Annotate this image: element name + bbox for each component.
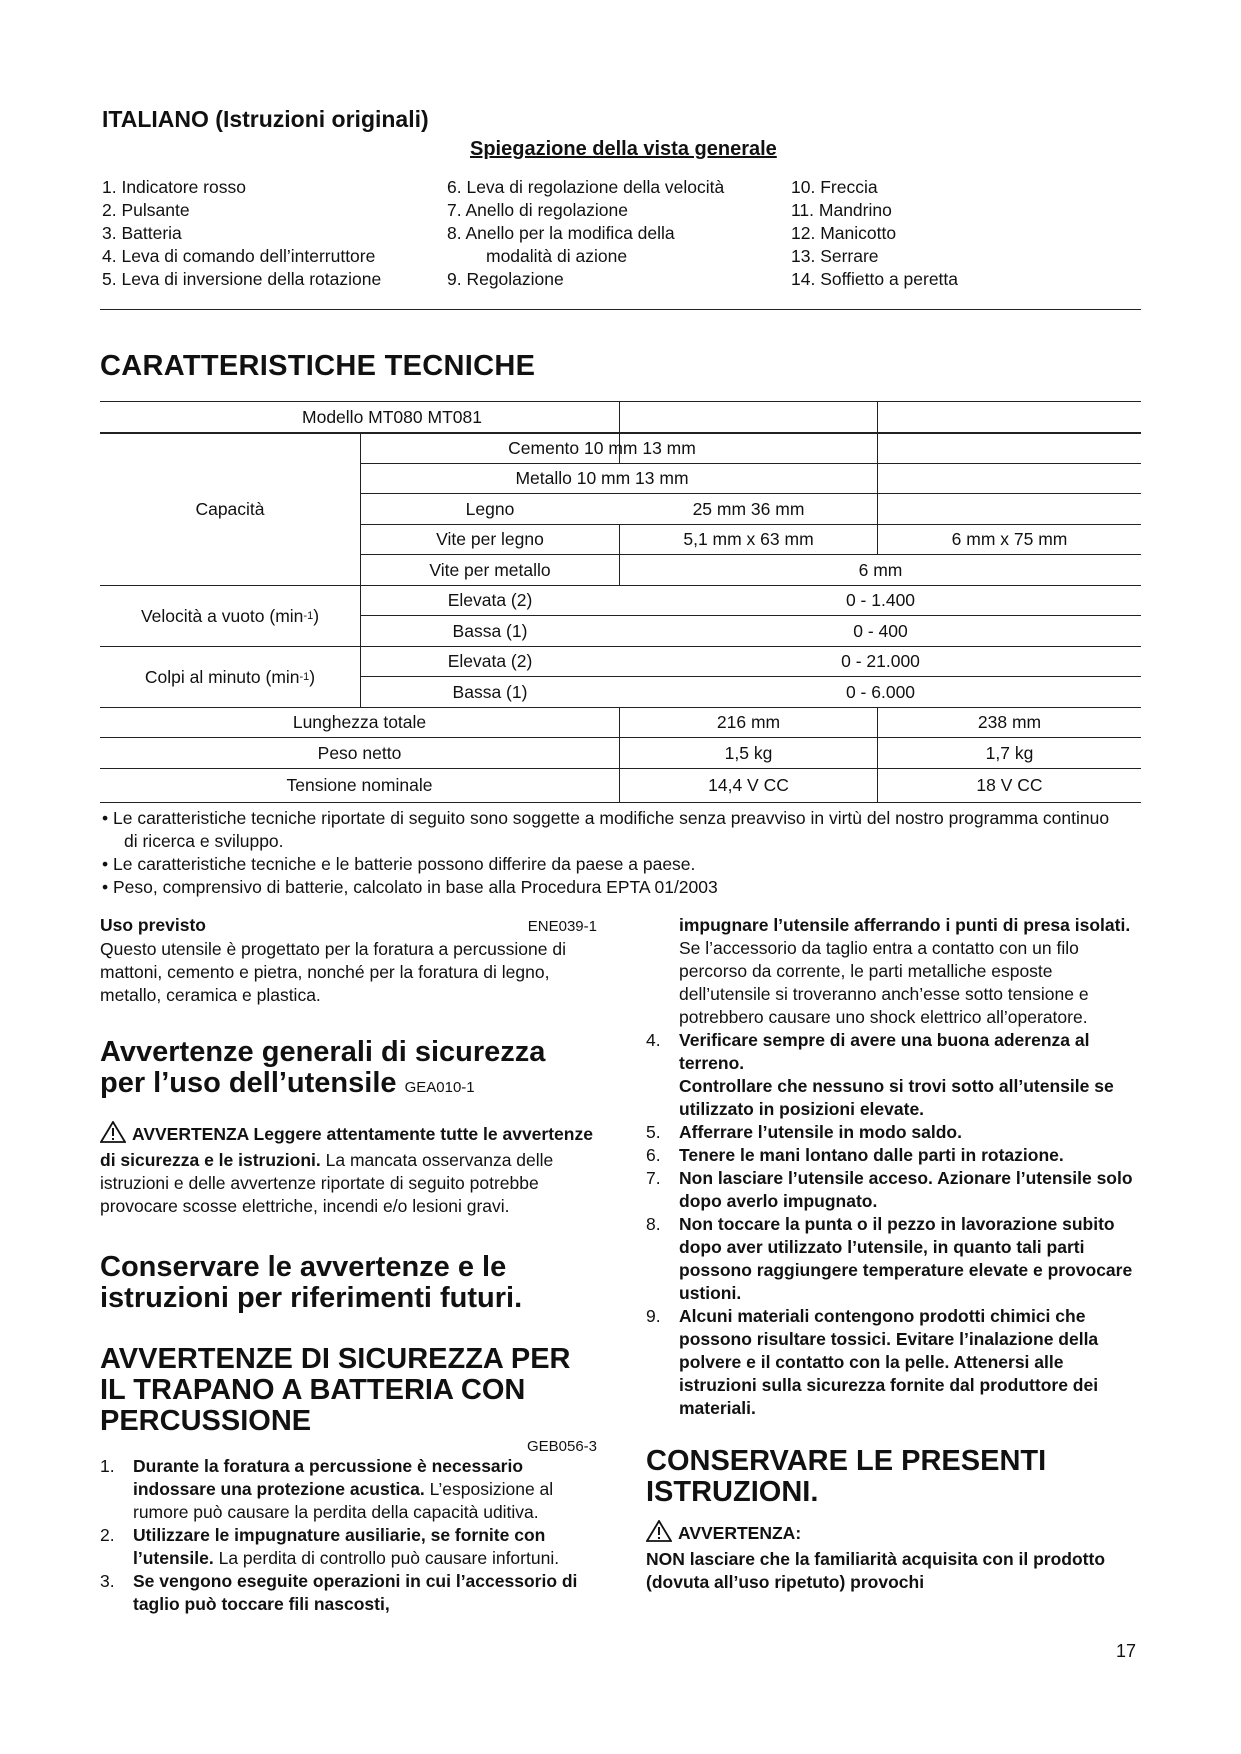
legend-item: 1. Indicatore rosso — [102, 177, 246, 197]
concrete-cell: Cemento 10 mm 13 mm — [508, 437, 696, 458]
keep-warnings-heading: Conservare le avvertenze e le istruzioni per riferimenti futuri. — [100, 1251, 523, 1314]
capacity-label: Capacità — [195, 498, 265, 519]
safety-item-1: 1. Durante la foratura a percussione è necessario indossare una protezione acustica. L’esposizione al rumore può causare la perdita della capacità uditiva. — [100, 1456, 554, 1522]
safety-item-8: 8. Non toccare la punta o il pezzo in lavorazione subito dopo aver utilizzato l’utensile, in quanto tali parti possono raggiungere temperature elevate e provocare ustioni. — [646, 1214, 1133, 1303]
general-warnings-code: GEA010-1 — [404, 1079, 475, 1096]
legend-item: 7. Anello di regolazione — [447, 200, 628, 220]
weight-label: Peso netto — [317, 742, 402, 763]
bpm-low-label: Bassa (1) — [452, 681, 528, 702]
bpm-high-label: Elevata (2) — [447, 651, 533, 671]
specs-table — [100, 401, 1141, 803]
intended-use-code: ENE039-1 — [527, 918, 597, 935]
weight-a: 1,5 kg — [724, 742, 773, 763]
length-label: Lunghezza totale — [292, 712, 427, 732]
warning-text: NON lasciare che la familiarità acquisita con il prodotto (dovuta all’uso ripetuto) provochi — [646, 1549, 1106, 1592]
wood-screw-label: Vite per legno — [436, 528, 544, 549]
legend-column-3 — [791, 176, 958, 291]
general-warnings-text: AVVERTENZA Leggere attentamente tutte le avvertenze di sicurezza e le istruzioni. La mancata osservanza delle istruzioni e delle avvertenze riportate di seguito potrebbe provocare scosse elettriche, incendi e/o lesioni gravi. — [100, 1121, 597, 1218]
intended-use-text: Questo utensile è progettato per la foratura a percussione di mattoni, cemento e pietra, nonché per la foratura di legno, metallo, ceramica e plastica. — [100, 939, 566, 1005]
voltage-label: Tensione nominale — [286, 774, 433, 795]
bpm-label: Colpi al minuto (min -1 ) — [144, 666, 316, 687]
bpm-high-value: 0 - 21.000 — [841, 651, 920, 671]
intended-use-heading: Uso previsto — [100, 915, 206, 935]
safety-item-4: 4. Verificare sempre di avere una buona aderenza al terreno. Controllare che nessuno si trovi sotto all’utensile se utilizzato in posizioni elevate. — [646, 1030, 1114, 1119]
safety-item-5: 5. Afferrare l’utensile in modo saldo. — [646, 1122, 962, 1142]
wood-screw-b: 6 mm x 75 mm — [951, 528, 1068, 549]
weight-b: 1,7 kg — [985, 742, 1034, 763]
legend-item: 4. Leva di comando dell’interruttore — [102, 246, 376, 266]
metal-cell: Metallo 10 mm 13 mm — [515, 467, 689, 488]
legend-item: 3. Batteria — [102, 223, 182, 243]
safety-item-9: 9. Alcuni materiali contengono prodotti chimici che possono risultare tossici. Evitare l’inalazione della polvere e il contatto con la pelle. Attenersi alle istruzioni sulla sicurezza fornite dal produttore dei materiali. — [646, 1306, 1099, 1418]
safety-item-2: 2. Utilizzare le impugnature ausiliarie, se fornite con l’utensile. La perdita di controllo può causare infortuni. — [100, 1525, 560, 1568]
noload-high-value: 0 - 1.400 — [845, 590, 916, 610]
voltage-a: 14,4 V CC — [708, 774, 789, 795]
page-number: 17 — [1115, 1641, 1136, 1661]
left-column — [100, 914, 597, 1616]
noload-high-label: Elevata (2) — [447, 590, 533, 610]
machine-screw-value: 6 mm — [858, 559, 903, 580]
noload-low-value: 0 - 400 — [853, 620, 908, 641]
legend-item: modalità di azione — [486, 246, 628, 266]
right-column — [646, 914, 1141, 1594]
legend-item: 8. Anello per la modifica della — [447, 223, 675, 243]
wood-label: Legno — [465, 498, 515, 519]
spec-notes — [102, 807, 1122, 899]
legend-item: 9. Regolazione — [447, 269, 564, 289]
length-a: 216 mm — [716, 712, 781, 732]
warning-triangle-icon — [646, 1520, 672, 1548]
drill-safety-heading: AVVERTENZE DI SICUREZZA PER IL TRAPANO A BATTERIA CON PERCUSSIONE — [100, 1343, 571, 1437]
model-cell: Modello MT080 MT081 — [302, 407, 482, 427]
legend-item: 11. Mandrino — [791, 200, 892, 220]
legend-item: 10. Freccia — [791, 177, 878, 197]
length-b: 238 mm — [977, 712, 1042, 732]
specs-title: CARATTERISTICHE TECNICHE — [100, 350, 536, 382]
safety-item-7: 7. Non lasciare l’utensile acceso. Azionare l’utensile solo dopo averlo impugnato. — [646, 1168, 1133, 1211]
legend-item: 6. Leva di regolazione della velocità — [447, 177, 725, 197]
section-divider — [100, 309, 1141, 310]
machine-screw-label: Vite per metallo — [429, 559, 551, 580]
drill-safety-code: GEB056-3 — [526, 1438, 597, 1455]
bpm-low-value: 0 - 6.000 — [845, 681, 916, 702]
warning-label: AVVERTENZA: — [646, 1520, 1141, 1548]
note-item: • Peso, comprensivo di batterie, calcolato in base alla Procedura EPTA 01/2003 — [102, 877, 718, 897]
wood-values: 25 mm 36 mm — [692, 498, 805, 519]
language-title: ITALIANO (Istruzioni originali) — [102, 106, 429, 132]
legend-column-1 — [102, 176, 381, 291]
keep-instructions-heading: CONSERVARE LE PRESENTI ISTRUZIONI. — [646, 1445, 1047, 1508]
safety-item-6: 6. Tenere le mani lontano dalle parti in rotazione. — [646, 1145, 1064, 1165]
legend-item: 14. Soffietto a peretta — [791, 269, 959, 289]
intended-use-header — [100, 914, 597, 938]
overview-title: Spiegazione della vista generale — [470, 138, 777, 160]
legend-item: 13. Serrare — [791, 246, 879, 266]
general-warnings-heading: Avvertenze generali di sicurezza per l’uso dell’utensile GEA010-1 — [100, 1036, 546, 1099]
legend-item: 2. Pulsante — [102, 200, 190, 220]
note-item: • Le caratteristiche tecniche riportate di seguito sono soggette a modifiche senza preavviso in virtù del nostro programma continuo di ricerca e sviluppo. — [102, 808, 1110, 851]
legend-item: 5. Leva di inversione della rotazione — [102, 269, 382, 289]
legend-item: 12. Manicotto — [791, 223, 897, 243]
noload-label: Velocità a vuoto (min -1 ) — [140, 605, 320, 626]
note-item: • Le caratteristiche tecniche e le batterie possono differire da paese a paese. — [102, 854, 696, 874]
voltage-b: 18 V CC — [976, 774, 1043, 795]
noload-low-label: Bassa (1) — [452, 620, 528, 641]
safety-item-3-continued: impugnare l’utensile afferrando i punti di presa isolati. Se l’accessorio da taglio entra a contatto con un filo percorso da corrente, le parti metalliche esposte dell’utensile si troveranno anch’esse sotto tensione e potrebbero causare uno shock elettrico all’operatore. — [679, 915, 1131, 1027]
legend-column-2 — [447, 176, 724, 291]
wood-screw-a: 5,1 mm x 63 mm — [683, 528, 814, 549]
warning-triangle-icon — [100, 1121, 126, 1149]
safety-item-3: 3. Se vengono eseguite operazioni in cui l’accessorio di taglio può toccare fili nascosti, — [100, 1571, 578, 1614]
